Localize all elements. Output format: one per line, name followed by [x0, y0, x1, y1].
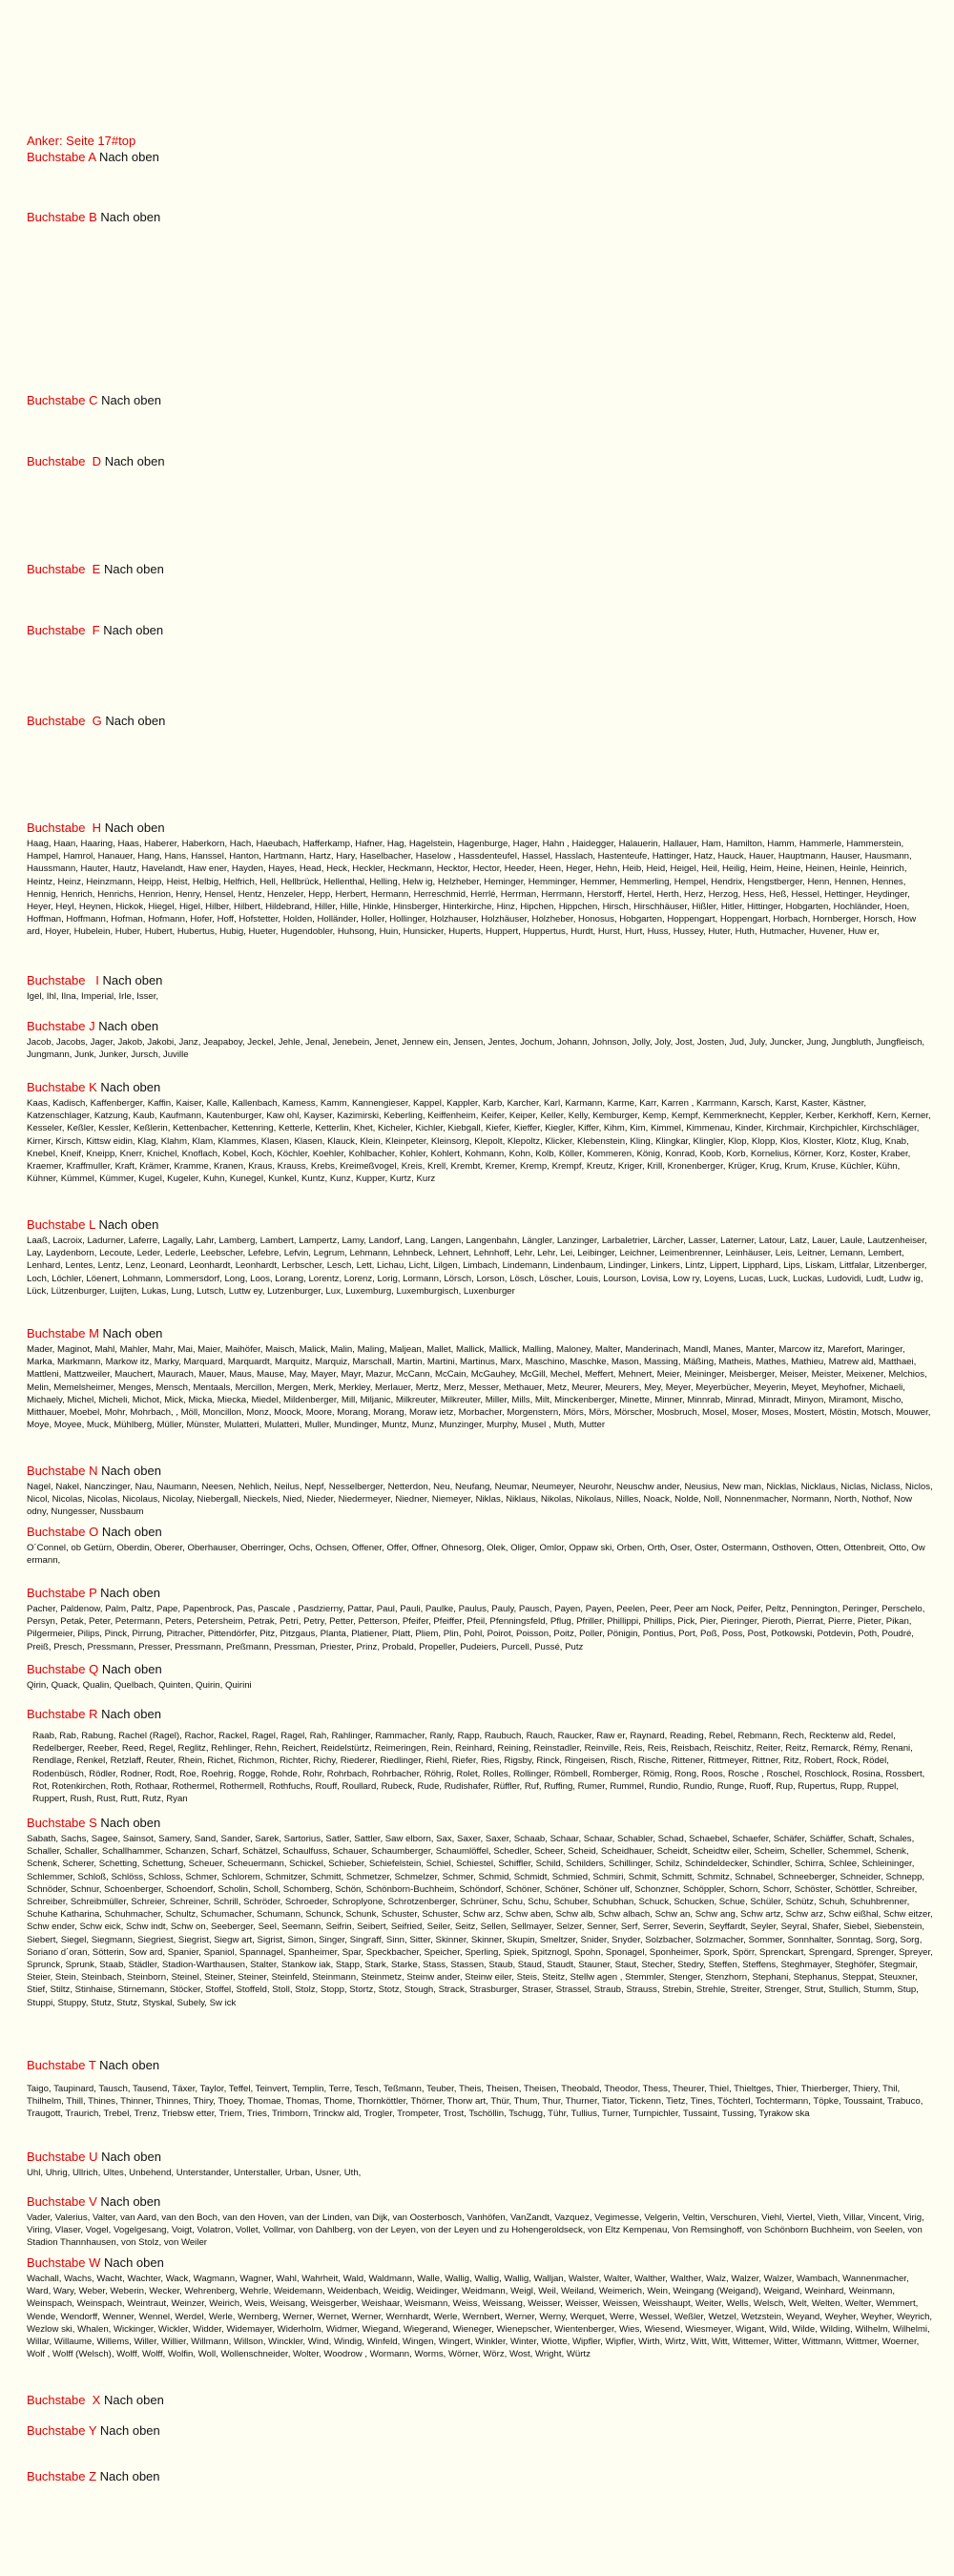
section-heading — [27, 821, 933, 836]
section-b — [27, 210, 933, 225]
letter-link-h[interactable]: Buchstabe H — [27, 821, 102, 835]
section-o — [27, 1525, 933, 1567]
name-list: Laaß, Lacroix, Ladurner, Laferre, Lagally, Lahr, Lamberg, Lambert, Lampertz, Lamy, Landorf, Lang, Langen, Langenbahn, Längler, Lanzinger, Larbaletrier, Lärcher, Lasser, Laterner, Latour, Latz, Lauer, Laule, Lautzenheiser, Lay, Laydenborn, Lecoute, Leder, Lederle, Leebscher, Lefebre, Lefvin, Legrum, Lehmann, Lehnbeck, Lehnert, Lehnhoff, Lehr, Lehr, Lei, Leibinger, Leichner, Leimenbrenner, Leinhäuser, Leis, Leitner, Lemann, Lembert, Lenhard, Lentes, Lentz, Lenz, Leonard, Leonhardt, Leonhardt, Lerbscher, Lesch, Lett, Lichau, Licht, Lilgen, Limbach, Lindemann, Lindenbaum, Lindinger, Linkers, Lintz, Lippert, Lipphard, Lips, Liskam, Littfalar, Litzenberger, Loch, Löchler, Löenert, Lohmann, Lommersdorf, Long, Loos, Lorang, Lorentz, Lorenz, Lorig, Lormann, Lörsch, Lorson, Lösch, Löscher, Louis, Lourson, Lovisa, Low ry, Loyens, Lucas, Luck, Luckas, Ludovidi, Ludt, Ludw ig, Lück, Lützenburger, Luijten, Lukas, Lung, Lutsch, Luttw ey, Lutzenburger, Lux, Luxemburg, Luxemburgisch, Luxenburger — [27, 1236, 927, 1297]
back-to-top-link[interactable]: Nach oben — [99, 2423, 160, 2438]
letter-link-n[interactable]: Buchstabe N — [27, 1464, 98, 1478]
section-c — [27, 393, 933, 408]
letter-link-k[interactable]: Buchstabe K — [27, 1080, 97, 1094]
name-list: Kaas, Kadisch, Kaffenberger, Kaffin, Kaiser, Kalle, Kallenbach, Kamess, Kamm, Kannengieser, Kappel, Kappler, Karb, Karcher, Karl, Karmann, Karme, Karr, Karren , Karrmann, Karsch, Karst, Kaster, Kästner, Katzenschlager, Katzung, Kaub, Kaufmann, Kautenburger, Kaw ohl, Kayser, Kazimirski, Keberling, Keiffenheim, Keifer, Keiper, Keller, Kelly, Kemburger, Kemp, Kempf, Kemmerknecht, Keppler, Kerber, Kerkhoff, Kern, Kerner, Kesseler, Keßler, Kessler, Keßlerin, Kettenbacher, Kettenring, Ketterle, Ketterlin, Khet, Kicheler, Kichler, Kiebgall, Kiefer, Kieffer, Kiegler, Kiffer, Kihm, Kim, Kimmel, Kimmenau, Kinder, Kirchmair, Kirchpichler, Kirchschläger, Kirner, Kirsch, Kittsw eidin, Klag, Klahm, Klam, Klammes, Klasen, Klasen, Klauck, Klein, Kleinpeter, Kleinsorg, Klepolt, Klepoltz, Klicker, Klebenstein, Kling, Klingkar, Klingler, Klop, Klopp, Klos, Kloster, Klotz, Klug, Knab, Knebel, Kneif, Kneipp, Knerr, Knichel, Knoflach, Kobel, Koch, Köchler, Koehler, Kohlbacher, Kohler, Kohlert, Kohmann, Kohn, Kolb, Köller, Kommeren, König, Konrad, Koob, Korb, Kornelius, Körner, Korz, Koster, Kraber, Kraemer, Kraffmuller, Kraft, Krämer, Kramme, Kranen, Kraus, Krauss, Krebs, Kreimeßvogel, Kreis, Krell, Krembt, Kremer, Kremp, Krempf, Kreutz, Kriger, Krill, Kronenberger, Krüger, Krug, Krum, Kruse, Küchler, Kühn, Kühner, Kümmel, Kümmer, Kugel, Kugeler, Kuhn, Kunegel, Kunkel, Kuntz, Kunz, Kupper, Kurtz, Kurz — [27, 1098, 931, 1185]
letter-link-f[interactable]: Buchstabe F — [27, 623, 100, 637]
letter-link-b[interactable]: Buchstabe B — [27, 210, 97, 224]
name-list: Igel, Ihl, Ilna, Imperial, Irle, Isser, — [27, 991, 159, 1002]
letter-link-v[interactable]: Buchstabe V — [27, 2194, 97, 2209]
name-list: Uhl, Uhrig, Ullrich, Ultes, Unbehend, Unterstander, Unterstaller, Urban, Usner, Uth, — [27, 2168, 362, 2178]
section-e — [27, 562, 933, 577]
section-v — [27, 2194, 933, 2250]
letter-link-t[interactable]: Buchstabe T — [27, 2058, 96, 2072]
section-heading — [27, 2255, 933, 2271]
back-to-top-link[interactable]: Nach oben — [102, 973, 163, 987]
back-to-top-link[interactable]: Nach oben — [103, 2393, 164, 2407]
name-list: Nagel, Nakel, Nanczinger, Nau, Naumann, Neesen, Nehlich, Neilus, Nepf, Nesselberger, Netterdon, Neu, Neufang, Neumar, Neumeyer, Neurohr, Neuschw ander, Neusius, New man, Nicklas, Nicklaus, Niclas, Niclass, Niclos, Nicol, Nicolas, Nicolas, Nicolaus, Nicolay, Niebergall, Nieckels, Nied, Nieder, Niedermeyer, Niedner, Niemeyer, Niklas, Niklaus, Nikolas, Nikolaus, Nilles, Noack, Nolde, Noll, Nonnenmacher, Normann, North, Nothof, Now odny, Nungesser, Nussbaum — [27, 1482, 933, 1518]
section-k — [27, 1080, 933, 1185]
back-to-top-link[interactable]: Nach oben — [104, 454, 165, 468]
name-list: Haag, Haan, Haaring, Haas, Haberer, Haberkorn, Hach, Haeubach, Hafferkamp, Hafner, Hag, Hagelstein, Hagenburge, Hager, Hahn , Haidegger, Halauerin, Hallauer, Ham, Hamilton, Hamm, Hammerle, Hammerstein, Hampel, Hamrol, Hanauer, Hang, Hans, Hanssel, Hanton, Hartmann, Hartz, Hary, Haselbacher, Haselow , Hassdenteufel, Hassel, Hasslach, Hastenteufe, Hattinger, Hatz, Hauck, Hauer, Hauptmann, Hauser, Hausmann, Haussmann, Hauter, Hautz, Havelandt, Haw ener, Hayden, Hayes, Head, Heck, Heckler, Heckmann, Hecktor, Hector, Heeder, Heen, Heger, Hehn, Heib, Heid, Heigel, Heil, Heilig, Heim, Heine, Heinen, Heinle, Heinrich, Heintz, Heinz, Heinzmann, Heipp, Heist, Helbig, Helfrich, Hell, Hellbrück, Hellenthal, Helling, Helw ig, Helzheber, Heminger, Hemminger, Hemmer, Hemmerling, Hempel, Hendrix, Hengstberger, Henn, Hennen, Hennes, Hennig, Henrich, Henrichs, Henrion, Henry, Hensel, Hentz, Henzeler, Hepp, Herbert, Hermann, Herreschmid, Herrlé, Herrman, Herrmann, Herstorff, Hertel, Herth, Herz, Herzog, Hess, Heß, Hessel, Hettinger, Heydinger, Heyer, Heyl, Heynen, Hickok, Hiegel, Higel, Hilber, Hilbert, Hildebrand, Hiller, Hille, Hinkle, Hinsberger, Hinterkirche, Hinz, Hipchen, Hippchen, Hirsch, Hirschhäuser, Hißler, Hitler, Hittinger, Hobgarten, Hochländer, Hoen, Hoffman, Hoffmann, Hofman, Hofmann, Hofer, Hoff, Hofstetter, Holden, Holländer, Holler, Hollinger, Holzhauser, Holzhäuser, Holzheber, Honosus, Hobgarten, Hoppengart, Hoppengart, Horbach, Hornberger, Horsch, How ard, Hoyer, Hubelein, Huber, Hubert, Hubertus, Hubig, Hueter, Hugendobler, Huhsong, Huin, Hunsicker, Huperts, Huppert, Huppertus, Hurdt, Hurst, Hurt, Huss, Hussey, Huter, Huth, Hutmacher, Huvener, Huw er, — [27, 839, 917, 938]
back-to-top-link[interactable]: Nach oben — [99, 2058, 160, 2072]
section-h — [27, 821, 933, 939]
back-to-top-link[interactable]: Nach oben — [101, 1464, 161, 1478]
letter-link-q[interactable]: Buchstabe Q — [27, 1662, 99, 1676]
name-list: Taigo, Taupinard, Tausch, Tausend, Täxer, Taylor, Teffel, Teinvert, Templin, Terre, Tesch, Teßmann, Teuber, Theis, Theisen, Theisen, Theobald, Theodor, Thess, Theurer, Thiel, Thieltges, Thier, Thierberger, Thiery, Thil, Thilhelm, Thill, Thines, Thinner, Thinnes, Thiry, Thoey, Thomae, Thomas, Thome, Thornköttler, Thörner, Thorw art, Thür, Thum, Thur, Thurner, Tiator, Tickenn, Tietz, Tines, Töchterl, Tochtermann, Töpke, Toussaint, Trabuco, Traugott, Traurich, Trebel, Trenz, Triebsw etter, Triem, Tries, Trimborn, Trinckw ald, Trogler, Trompeter, Trost, Tschöllin, Tschugg, Tühr, Tullius, Turner, Turnpichler, Tussaint, Tussing, Tyrakow ska — [27, 2084, 923, 2120]
section-heading — [27, 1816, 933, 1831]
letter-link-m[interactable]: Buchstabe M — [27, 1326, 99, 1340]
back-to-top-link[interactable]: Nach oben — [100, 1080, 161, 1094]
section-q — [27, 1662, 933, 1692]
section-l — [27, 1217, 933, 1298]
letter-link-j[interactable]: Buchstabe J — [27, 1019, 95, 1033]
section-heading — [27, 562, 933, 577]
back-to-top-link[interactable]: Nach oben — [103, 562, 164, 576]
letter-link-i[interactable]: Buchstabe I — [27, 973, 99, 987]
name-list: Raab, Rab, Rabung, Rachel (Ragel), Rachor, Rackel, Ragel, Ragel, Rah, Rahlinger, Rammacher, Ranly, Rapp, Raubuch, Rauch, Raucker, Raw er, Raynard, Reading, Rebel, Rebmann, Rech, Recktenw ald, Redel, Redelberger, Reeber, Reed, Regel, Reglitz, Rehlinger, Rehn, Reichert, Reidelstürtz, Reimeringen, Rein, Reinhard, Reining, Reinstadler, Reinville, Reis, Reis, Reisbach, Reischitz, Reiter, Reitz, Remarck, Rémy, Renani, Rendlage, Renkel, Retzlaff, Reuter, Rhein, Richet, Richmon, Richter, Richy, Riederer, Riedlinger, Riehl, Riefer, Ries, Rigsby, Rinck, Ringeisen, Risch, Rische, Rittener, Rittmeyer, Rittner, Ritz, Robert, Rock, Rödel, Rodenbüsch, Rödler, Rodner, Rodt, Roe, Roehrig, Rogge, Rohde, Rohr, Rohrbach, Rohrbacher, Röhrig, Rolet, Rolles, Rollinger, Römbell, Romberger, Römig, Rong, Roos, Rosche , Roschel, Roschlock, Rosina, Rossbert, Rot, Rotenkirchen, Roth, Rothaar, Rothermel, Rothermell, Rothfuchs, Rouff, Roullard, Rubeck, Rude, Rudishafer, Rüffler, Ruf, Ruffing, Rumer, Rummel, Rundio, Rundio, Runge, Ruoff, Rup, Rupertus, Rupp, Ruppel, Ruppert, Rush, Rust, Rutt, Rutz, Ryan — [32, 1731, 925, 1805]
section-u — [27, 2150, 933, 2179]
section-f — [27, 623, 933, 638]
letter-link-y[interactable]: Buchstabe Y — [27, 2423, 97, 2438]
letter-link-l[interactable]: Buchstabe L — [27, 1217, 95, 1232]
back-to-top-link[interactable]: Nach oben — [104, 821, 165, 835]
section-heading — [27, 1525, 933, 1540]
back-to-top-link[interactable]: Nach oben — [98, 1217, 159, 1232]
section-y — [27, 2423, 933, 2439]
section-heading — [27, 2058, 933, 2073]
back-to-top-link[interactable]: Nach oben — [101, 393, 161, 407]
section-r — [27, 1707, 933, 1805]
back-to-top-link[interactable]: Nach oben — [101, 1525, 162, 1539]
section-heading — [27, 1019, 933, 1034]
section-heading — [27, 2194, 933, 2210]
back-to-top-link[interactable]: Nach oben — [102, 1326, 163, 1340]
back-to-top-link[interactable]: Nach oben — [98, 150, 159, 164]
section-heading — [27, 714, 933, 729]
letter-link-r[interactable]: Buchstabe R — [27, 1707, 98, 1721]
back-to-top-link[interactable]: Nach oben — [103, 623, 164, 637]
section-j — [27, 1019, 933, 1061]
section-heading — [27, 973, 933, 988]
section-x — [27, 2393, 933, 2408]
back-to-top-link[interactable]: Nach oben — [100, 1586, 161, 1600]
back-to-top-link[interactable]: Nach oben — [103, 2255, 164, 2270]
section-heading — [27, 1707, 933, 1722]
name-list: Mader, Maginot, Mahl, Mahler, Mahr, Mai, Maier, Maihöfer, Maisch, Malick, Malin, Maling, Maljean, Mallet, Mallick, Mallick, Malling, Maloney, Malter, Manderinach, Mandl, Manes, Manter, Marcow itz, Marefort, Maringer, Marka, Markmann, Markow itz, Marky, Marquard, Marquardt, Marquitz, Marquiz, Marschall, Martin, Martini, Martinus, Marx, Maschino, Maschke, Mason, Massing, Mäßing, Matheis, Mathes, Mathieu, Matrew ald, Matthaei, Mattleni, Mattzweiler, Mauchert, Maurach, Mauer, Maus, Mause, May, Mayer, Mayr, Mazur, McCann, McCain, McGauhey, McGill, Mechel, Meffert, Mehnert, Meier, Meininger, Meisberger, Meiser, Meister, Meixener, Melchios, Melin, Memelsheimer, Menges, Mensch, Mentaals, Mercillon, Mergen, Merk, Merkley, Merlauer, Mertz, Merz, Messer, Methauer, Metz, Meurer, Meurers, Mey, Meyer, Meyerbücher, Meyerin, Meyet, Meyhofner, Michaeli, Michaely, Michel, Micheli, Michot, Mick, Micka, Miecka, Miedel, Mildenberger, Mill, Miljanic, Milkreuter, Milkreuter, Miller, Mills, Milt, Minckenberger, Minette, Minner, Minnrab, Minrad, Minradt, Minyon, Miramont, Mischo, Mitthauer, Moebel, Mohr, Mohrbach, , Möll, Moncillon, Monz, Moock, Moore, Morang, Morang, Moraw ietz, Morbacher, Morgenstern, Mörs, Mörs, Mörscher, Mosbruch, Mosel, Moser, Moses, Mostert, Möstin, Motsch, Mouwer, Moye, Moyee, Muck, Mühlberg, Müller, Münster, Mulatteri, Mulatteri, Muller, Mundinger, Muntz, Munz, Munzinger, Murphy, Musel , Muth, Mutter — [27, 1344, 931, 1431]
section-heading — [27, 623, 933, 638]
letter-link-p[interactable]: Buchstabe P — [27, 1586, 97, 1600]
name-list: Sabath, Sachs, Sagee, Sainsot, Samery, Sand, Sander, Sarek, Sartorius, Satler, Sattler, Saw elborn, Sax, Saxer, Saxer, Schaab, Schaar, Schaar, Schabler, Schad, Schaebel, Schaefer, Schäfer, Schäffer, Schaft, Schales, Schaller, Schaller, Schallhammer, Schanzen, Scharf, Schätzel, Schaulfuss, Schauer, Schaumberger, Schaumlöffel, Schedler, Scheer, Scheid, Scheidhauer, Scheidt, Scheidtw eiler, Scheim, Scheller, Schemmel, Schenk, Schenk, Scherer, Schetting, Schettung, Scheuer, Scheuermann, Schickel, Schieber, Schiefelstein, Schiel, Schiestel, Schiffler, Schild, Schilders, Schillinger, Schilz, Schindeldecker, Schindler, Schirra, Schlee, Schleininger, Schlemmer, Schloß, Schlöss, Schloss, Schmer, Schlorem, Schmitzer, Schmitt, Schmetzer, Schmelzer, Schmer, Schmid, Schmidt, Schmied, Schmiri, Schmit, Schmitt, Schmitz, Schnabel, Schneeberger, Schneider, Schnepp, Schnöder, Schnur, Schoenberger, Schoendorf, Scholin, Scholl, Schomberg, Schön, Schönborn-Buchheim, Schöndorf, Schöner, Schöner, Schöner ulf, Schonzner, Schöppler, Schorn, Schorr, Schöster, Schöttler, Schreiber, Schreiber, Schreibmüller, Schreier, Schreiner, Schrill, Schröder, Schroeder, Schroplyone, Schrotzenberger, Schrüner, Schu, Schu, Schuber, Schubhan, Schuck, Schucken, Schue, Schüler, Schütz, Schuh, Schuhbrenner, Schuhe Katharina, Schuhmacher, Schultz, Schumacher, Schumann, Schunck, Schunk, Schuster, Schuster, Schw arz, Schw aben, Schw alb, Schw albach, Schw an, Schw ang, Schw artz, Schw arz, Schw eißhal, Schw eitzer, Schw ender, Schw eick, Schw indt, Schw on, Seeberger, Seel, Seemann, Seifrin, Seibert, Seifried, Seiler, Seitz, Sellen, Sellmayer, Selzer, Senner, Serf, Serrer, Severin, Seyffardt, Seyler, Seyral, Shafer, Siebel, Siebenstein, Siebert, Siegel, Siegmann, Siegriest, Siegrist, Siegw art, Sigrist, Simon, Singer, Singraff, Sinn, Sitter, Skinner, Skinner, Skupin, Smeltzer, Snider, Snyder, Solzbacher, Solzmacher, Sommer, Sonnhalter, Sonntag, Sorg, Sorg, Soriano d´oran, Sötterin, Sow ard, Spanier, Spaniol, Spannagel, Spanheimer, Spar, Speckbacher, Speicher, Sperling, Spiek, Spitznogl, Spohn, Sponagel, Sponheimer, Spork, Spörr, Sprenckart, Sprengard, Sprenger, Spreyer, Sprunck, Sprunk, Staab, Städler, Stadion-Warthausen, Stalter, Stankow iak, Stapp, Stark, Starke, Stass, Stassen, Staub, Staud, Staudt, Stauner, Staut, Stecher, Stedry, Steffen, Steffens, Steghmayer, Steghöfer, Stegmair, Steier, Stein, Steinbach, Steinborn, Steinel, Steiner, Steiner, Steinfeld, Steinmann, Steinmetz, Steinw ander, Steinw eiler, Steis, Steitz, Stellw agen , Stemmler, Stenger, Stenzhorn, Stephani, Stephanus, Steppat, Steuxner, Stief, Stiltz, Stinhaise, Stirnemann, Stöcker, Stoffel, Stoffeld, Stoll, Stolz, Stopp, Stortz, Stotz, Stough, Strack, Strasburger, Straser, Strassel, Straub, Strauss, Strebin, Strehle, Streiter, Strenger, Strut, Stullich, Stumm, Stup, Stuppi, Stuppy, Stutz, Stutz, Styskal, Subely, Sw ick — [27, 1834, 933, 2008]
section-heading — [27, 1080, 933, 1095]
section-g — [27, 714, 933, 729]
section-d — [27, 454, 933, 469]
section-n — [27, 1464, 933, 1519]
letter-link-z[interactable]: Buchstabe Z — [27, 2469, 97, 2483]
letter-link-a[interactable]: Buchstabe A — [27, 150, 96, 164]
section-w — [27, 2255, 933, 2360]
section-heading — [27, 2150, 933, 2165]
section-heading — [27, 393, 933, 408]
name-list: Pacher, Paldenow, Palm, Paltz, Pape, Papenbrock, Pas, Pascale , Pasdzierny, Pattar, Paul, Pauli, Paulke, Paulus, Pauly, Pausch, Payen, Payen, Peelen, Peer, Peer am Nock, Peifer, Peltz, Pennington, Peringer, Perschelo, Persyn, Petak, Peter, Petermann, Peters, Petersheim, Petrak, Petri, Petry, Petter, Petterson, Pfeifer, Pfeiffer, Pfeil, Pfenningsfeld, Pflug, Pfriller, Phillippi, Phillips, Pick, Pier, Pieringer, Pieroth, Pierrat, Pierre, Pieter, Pikan, Pilgermeier, Pilips, Pinck, Pirrung, Pitracher, Pittendörfer, Pitz, Pitzgaus, Planta, Platiener, Platt, Pliem, Plin, Pohl, Poirot, Poisson, Poitz, Poller, Pönigin, Pontius, Port, Poß, Poss, Post, Potkowski, Potdevin, Poth, Poudré, Preiß, Presch, Pressmann, Presser, Pressmann, Preßmann, Pressman, Priester, Prinz, Probald, Propeller, Pudeiers, Purcell, Pussé, Putz — [27, 1604, 925, 1652]
back-to-top-link[interactable]: Nach oben — [100, 210, 161, 224]
back-to-top-link[interactable]: Nach oben — [101, 1662, 162, 1676]
letter-link-g[interactable]: Buchstabe G — [27, 714, 102, 728]
section-heading — [27, 1586, 933, 1601]
name-list: Vader, Valerius, Valter, van Aard, van den Boch, van den Hoven, van der Linden, van Dijk, van Oosterbosch, Vanhöfen, VanZandt, Vazquez, Vegimesse, Velgerin, Veltin, Verschuren, Viehl, Viertel, Vieth, Villar, Vincent, Virig, Viring, Vlaser, Vogel, Vogelgesang, Voigt, Volatron, Vollet, Vollmar, von Dahlberg, von der Leyen, von der Leyen und zu Hohengeroldseck, von Eltz Kempenau, Von Remsinghoff, von Schönborn Buchheim, von Seelen, von Stadion Thannhausen, von Stolz, von Weiler — [27, 2212, 924, 2249]
letter-link-o[interactable]: Buchstabe O — [27, 1525, 99, 1539]
section-a — [27, 150, 933, 165]
back-to-top-link[interactable]: Nach oben — [101, 1707, 161, 1721]
section-p — [27, 1586, 933, 1653]
section-heading — [27, 210, 933, 225]
back-to-top-link[interactable]: Nach oben — [100, 2194, 161, 2209]
section-z — [27, 2469, 933, 2484]
back-to-top-link[interactable]: Nach oben — [100, 1816, 161, 1830]
section-heading — [27, 1662, 933, 1677]
letter-link-s[interactable]: Buchstabe S — [27, 1816, 97, 1830]
name-list: Qirin, Quack, Qualin, Quelbach, Quinten, Quirin, Quirini — [27, 1680, 252, 1691]
letter-link-d[interactable]: Buchstabe D — [27, 454, 102, 468]
back-to-top-link[interactable]: Nach oben — [105, 714, 166, 728]
letter-link-u[interactable]: Buchstabe U — [27, 2150, 98, 2164]
letter-link-w[interactable]: Buchstabe W — [27, 2255, 101, 2270]
section-t — [27, 2058, 933, 2121]
section-heading — [27, 1217, 933, 1233]
name-list: Wachall, Wachs, Wacht, Wachter, Wack, Wagmann, Wagner, Wahl, Wahrheit, Wald, Waldmann, Walle, Wallig, Wallig, Wallig, Walljan, Walster, Walter, Walther, Walther, Walz, Walzer, Walzer, Wambach, Wannenmacher, Ward, Wary, Weber, Weberin, Wecker, Wehrenberg, Wehrle, Weidemann, Weidenbach, Weidig, Weidinger, Weidmann, Weigl, Weil, Weiland, Weimerich, Wein, Weingang (Weigand), Weigand, Weinhard, Weinmann, Weinspach, Weinspach, Weintraut, Weinzer, Weirich, Weis, Weisang, Weisgerber, Weishaar, Weismann, Weiss, Weissang, Weisser, Weisser, Weissen, Weisshaupt, Weiter, Wells, Welsch, Welt, Welten, Welter, Wemmert, Wende, Wendorff, Wenner, Wennel, Werdel, Werle, Wernberg, Werner, Wernet, Werner, Wernhardt, Werle, Wernbert, Werner, Werny, Werquet, Werre, Wessel, Weßler, Wetzel, Wetzstein, Weyand, Weyher, Weyher, Weyrich, Wezlow ski, Whalen, Wickinger, Wickler, Widder, Widemayer, Widerholm, Widmer, Wiegand, Wiegerand, Wieneger, Wienepscher, Wientenberger, Wies, Wiesend, Wiesmeyer, Wigant, Wild, Wilde, Wilding, Wilhelm, Wilhelmi, Willar, Willaume, Willems, Willer, Willier, Willmann, Willson, Winckler, Wind, Windig, Winfeld, Wingen, Wingert, Winkler, Winter, Wiotte, Wipfler, Wipfler, Wirth, Wirtz, Witt, Witt, Wittemer, Witter, Wittmann, Wittmer, Woerner, Wolf , Wolff (Welsch), Wolff, Wolff, Wolfin, Woll, Wollenschneider, Wolter, Woodrow , Wormann, Worms, Wörner, Wörz, Wost, Wright, Würtz — [27, 2274, 933, 2360]
section-s — [27, 1816, 933, 2009]
letter-link-c[interactable]: Buchstabe C — [27, 393, 98, 407]
letter-link-e[interactable]: Buchstabe E — [27, 562, 101, 576]
section-heading — [27, 1464, 933, 1479]
name-list: Jacob, Jacobs, Jager, Jakob, Jakobi, Janz, Jeapaboy, Jeckel, Jehle, Jenal, Jenebein, Jenet, Jennew ein, Jensen, Jentes, Jochum, Johann, Johnson, Jolly, Joly, Jost, Josten, Jud, July, Juncker, Jung, Jungbluth, Jungfleisch, Jungmann, Junk, Junker, Jursch, Juville — [27, 1037, 925, 1061]
name-list: O´Connel, ob Getürn, Oberdin, Oberer, Oberhauser, Oberringer, Ochs, Ochsen, Offener, Offer, Offner, Ohnesorg, Olek, Oliger, Omlor, Oppaw ski, Orben, Orth, Oser, Oster, Ostermann, Osthoven, Otten, Ottenbreit, Otto, Ow ermann, — [27, 1543, 925, 1567]
section-i — [27, 973, 933, 1003]
back-to-top-link[interactable]: Nach oben — [101, 2150, 161, 2164]
section-heading — [27, 2469, 933, 2484]
section-heading — [27, 1326, 933, 1341]
letter-link-x[interactable]: Buchstabe X — [27, 2393, 101, 2407]
back-to-top-link[interactable]: Nach oben — [99, 2469, 160, 2483]
page-anchor: Anker: Seite 17#top — [27, 134, 136, 148]
section-heading — [27, 2393, 933, 2408]
section-heading — [27, 2423, 933, 2439]
section-heading — [27, 454, 933, 469]
back-to-top-link[interactable]: Nach oben — [98, 1019, 159, 1033]
section-m — [27, 1326, 933, 1431]
section-heading — [27, 150, 933, 165]
